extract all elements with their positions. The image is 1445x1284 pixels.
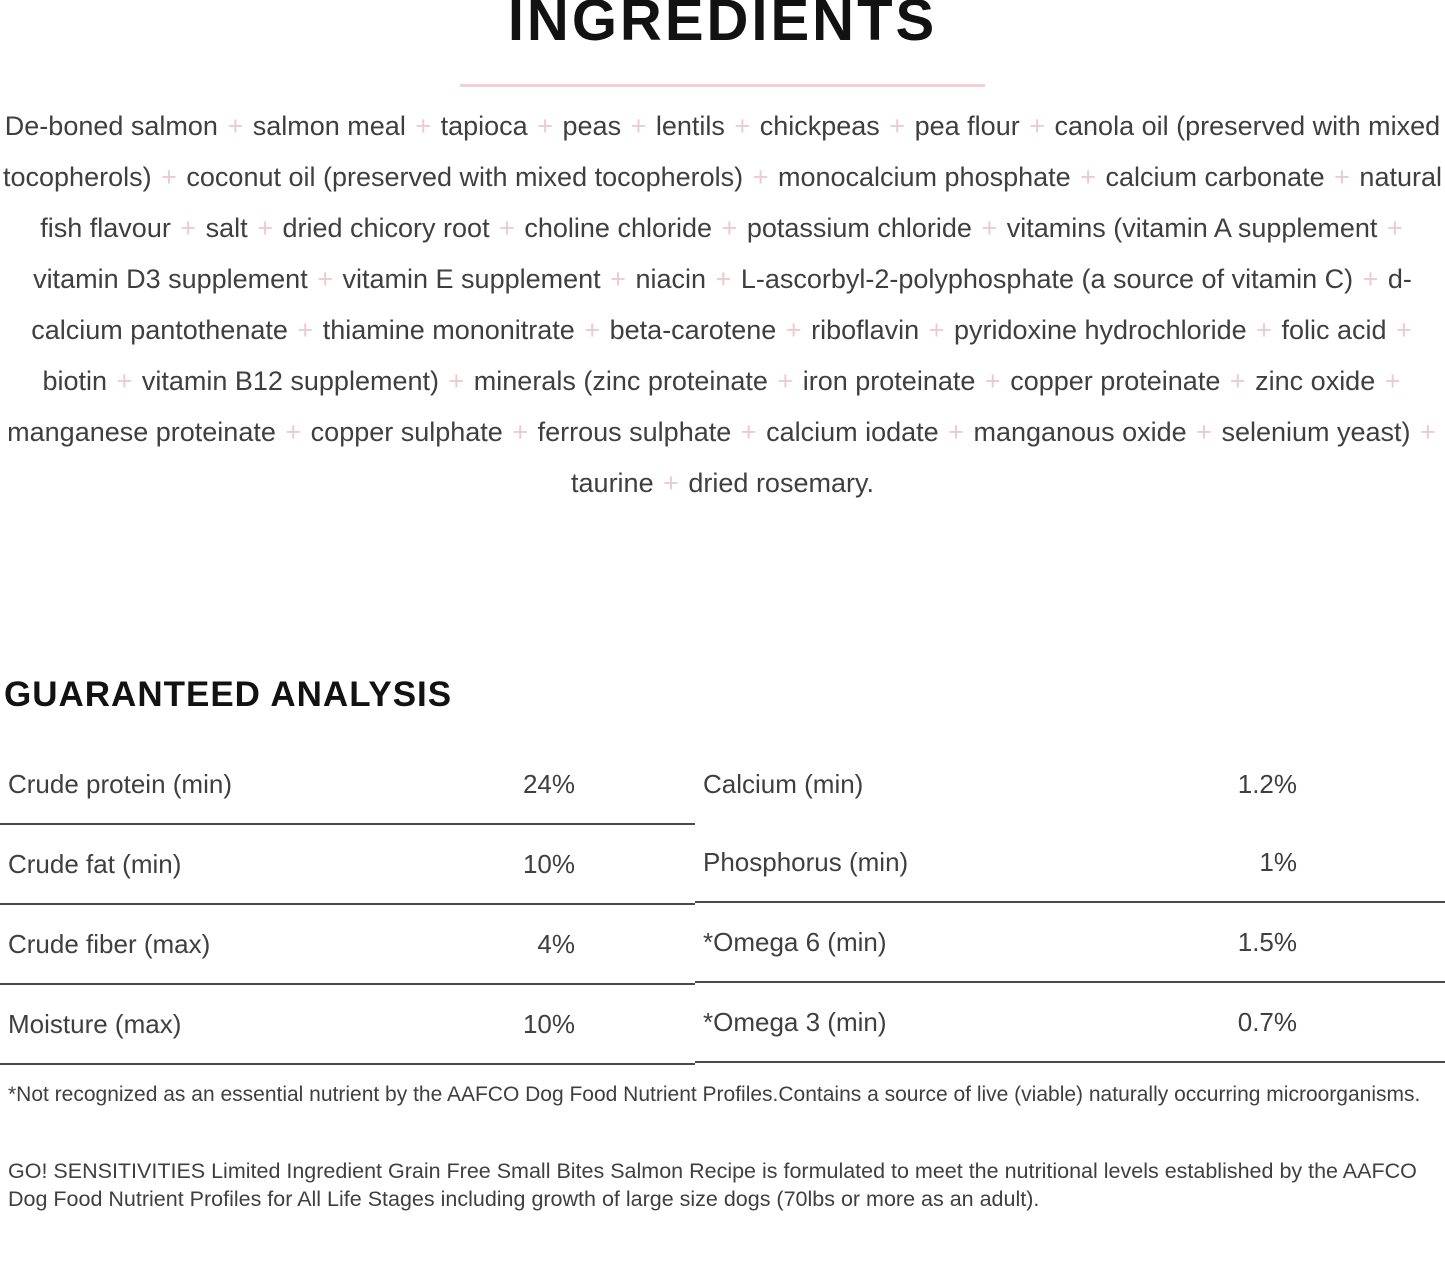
plus-separator: + xyxy=(227,111,244,141)
ingredient-item: vitamin D3 supplement xyxy=(33,264,308,294)
plus-separator: + xyxy=(734,111,751,141)
ingredient-item: pea flour xyxy=(914,111,1020,141)
plus-separator: + xyxy=(610,264,626,294)
plus-separator: + xyxy=(180,213,197,243)
analysis-row-value: 24% xyxy=(522,768,575,799)
ingredient-item: zinc oxide xyxy=(1255,366,1376,396)
plus-separator: + xyxy=(1396,315,1412,345)
ingredients-title: INGREDIENTS xyxy=(507,0,938,53)
plus-separator: + xyxy=(663,468,679,498)
aafco-footnote: *Not recognized as an essential nutrient by the AAFCO Dog Food Nutrient Profiles.Contains a source of live (viable) naturally occurring microorganisms. xyxy=(8,1083,1421,1106)
ingredient-item: dried rosemary. xyxy=(688,468,874,498)
plus-separator: + xyxy=(584,315,601,345)
ingredient-item: pyridoxine hydrochloride xyxy=(953,315,1247,345)
ingredient-item: monocalcium phosphate xyxy=(777,162,1071,192)
analysis-row xyxy=(0,745,695,825)
plus-separator: + xyxy=(1080,162,1096,192)
plus-separator: + xyxy=(984,366,1001,396)
plus-separator: + xyxy=(116,366,133,396)
plus-separator: + xyxy=(715,264,732,294)
analysis-table-right xyxy=(695,745,1445,1065)
plus-separator: + xyxy=(721,213,738,243)
guaranteed-analysis-table xyxy=(0,745,1445,1065)
ingredient-item: ferrous sulphate xyxy=(537,417,732,447)
ingredient-item: folic acid xyxy=(1281,315,1387,345)
ingredient-item: thiamine mononitrate xyxy=(322,315,575,345)
plus-separator: + xyxy=(1196,417,1212,447)
plus-separator: + xyxy=(537,111,553,141)
ingredient-item: vitamins (vitamin A supplement xyxy=(1006,213,1378,243)
analysis-row-label: Crude fiber (max) xyxy=(8,928,211,959)
ingredient-item: beta-carotene xyxy=(609,315,777,345)
analysis-row-value: 0.7% xyxy=(1237,1006,1297,1037)
ingredient-item: De-boned salmon xyxy=(4,111,218,141)
analysis-row-value: 1.2% xyxy=(1237,768,1297,799)
plus-separator: + xyxy=(297,315,314,345)
analysis-row xyxy=(695,823,1445,903)
analysis-row-label: Calcium (min) xyxy=(703,768,864,799)
ingredient-item: coconut oil (preserved with mixed tocopherols) xyxy=(186,162,744,192)
plus-separator: + xyxy=(257,213,273,243)
ingredient-item: salmon meal xyxy=(252,111,406,141)
plus-separator: + xyxy=(1362,264,1379,294)
plus-separator: + xyxy=(928,315,945,345)
ingredient-item: dried chicory root xyxy=(282,213,490,243)
analysis-row-label: *Omega 6 (min) xyxy=(703,926,887,957)
plus-separator: + xyxy=(740,417,757,447)
analysis-row xyxy=(0,825,695,905)
plus-separator: + xyxy=(1256,315,1272,345)
analysis-row xyxy=(0,985,695,1065)
plus-separator: + xyxy=(499,213,515,243)
ingredient-item: calcium iodate xyxy=(766,417,939,447)
analysis-table-left xyxy=(0,745,695,1065)
plus-separator: + xyxy=(1420,417,1436,447)
ingredient-item: vitamin E supplement xyxy=(342,264,601,294)
analysis-row-label: Crude protein (min) xyxy=(8,768,232,799)
plus-separator: + xyxy=(285,417,302,447)
ingredient-item: d-calcium pantothenate xyxy=(31,264,1412,345)
ingredient-item: copper proteinate xyxy=(1010,366,1221,396)
analysis-row-value: 10% xyxy=(522,1008,575,1039)
title-underline-divider xyxy=(460,84,985,87)
analysis-row-value: 10% xyxy=(522,848,575,879)
ingredient-item: chickpeas xyxy=(759,111,880,141)
ingredient-item: riboflavin xyxy=(811,315,920,345)
ingredient-item: vitamin B12 supplement) xyxy=(141,366,439,396)
ingredient-item: manganous oxide xyxy=(973,417,1187,447)
analysis-row-label: Phosphorus (min) xyxy=(703,846,909,877)
plus-separator: + xyxy=(785,315,802,345)
plus-separator: + xyxy=(317,264,333,294)
ingredient-item: copper sulphate xyxy=(310,417,503,447)
plus-separator: + xyxy=(512,417,529,447)
plus-separator: + xyxy=(161,162,177,192)
analysis-row xyxy=(0,905,695,985)
ingredient-item: iron proteinate xyxy=(802,366,976,396)
ingredients-paragraph xyxy=(2,101,1443,509)
ingredient-item: niacin xyxy=(635,264,706,294)
guaranteed-analysis-title: GUARANTEED ANALYSIS xyxy=(4,675,453,714)
plus-separator: + xyxy=(752,162,769,192)
analysis-row xyxy=(695,745,1445,823)
ingredient-item: salt xyxy=(205,213,248,243)
plus-separator: + xyxy=(415,111,432,141)
analysis-row-label: Crude fat (min) xyxy=(8,848,182,879)
plus-separator: + xyxy=(777,366,794,396)
plus-separator: + xyxy=(630,111,647,141)
plus-separator: + xyxy=(1229,366,1246,396)
plus-separator: + xyxy=(1029,111,1045,141)
plus-separator: + xyxy=(948,417,964,447)
analysis-row-value: 1.5% xyxy=(1237,926,1297,957)
analysis-row xyxy=(695,903,1445,983)
analysis-row-label: Moisture (max) xyxy=(8,1008,182,1039)
analysis-row-value: 4% xyxy=(537,928,575,959)
plus-separator: + xyxy=(1334,162,1350,192)
plus-separator: + xyxy=(889,111,906,141)
ingredient-item: canola oil (preserved with mixed tocopherols) xyxy=(3,111,1441,192)
analysis-row-value: 1% xyxy=(1259,846,1297,877)
ingredient-item: choline chloride xyxy=(524,213,713,243)
plus-separator: + xyxy=(1386,213,1403,243)
ingredient-item: peas xyxy=(562,111,622,141)
plus-separator: + xyxy=(448,366,465,396)
ingredient-item: tapioca xyxy=(440,111,528,141)
ingredient-item: biotin xyxy=(42,366,108,396)
ingredient-item: L-ascorbyl-2-polyphosphate (a source of vitamin C) xyxy=(740,264,1354,294)
analysis-row xyxy=(695,983,1445,1063)
ingredient-item: minerals (zinc proteinate xyxy=(473,366,768,396)
plus-separator: + xyxy=(1384,366,1401,396)
formulation-note: GO! SENSITIVITIES Limited Ingredient Grain Free Small Bites Salmon Recipe is formulated to meet the nutritional levels established by the AAFCO Dog Food Nutrient Profiles for All Life Stages including growth of large size dogs (70lbs or more as an adult). xyxy=(8,1159,1417,1211)
ingredient-item: taurine xyxy=(571,468,654,498)
ingredient-item: selenium yeast) xyxy=(1221,417,1411,447)
ingredient-item: lentils xyxy=(655,111,725,141)
ingredient-item: potassium chloride xyxy=(746,213,972,243)
analysis-row-label: *Omega 3 (min) xyxy=(703,1006,887,1037)
ingredient-item: natural fish flavour xyxy=(40,162,1442,243)
plus-separator: + xyxy=(981,213,998,243)
ingredient-item: manganese proteinate xyxy=(7,417,276,447)
ingredient-item: calcium carbonate xyxy=(1105,162,1325,192)
